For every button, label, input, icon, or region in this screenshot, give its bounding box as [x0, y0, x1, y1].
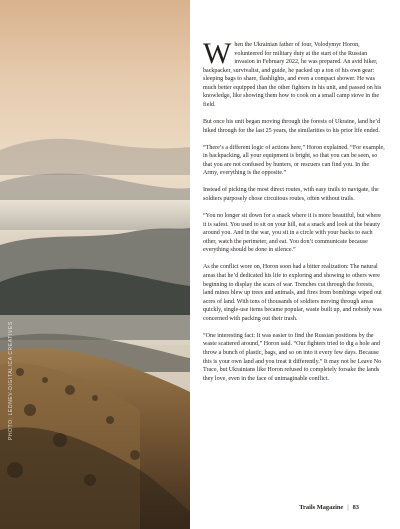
magazine-name: Trails Magazine	[299, 504, 344, 511]
mountain-landscape-photo	[0, 0, 190, 529]
page-number: 83	[352, 504, 359, 511]
article-body	[203, 37, 385, 392]
paragraph-1-text: hen the Ukrainian father of four, Volodymyr Horon, volunteered for military duty at the start of the Russian invasion in February 2022, he was prepared. An avid hiker, backpacker, survivalist, and guide, he packed up a ton of his own gear: sleeping bags to share, flashlights, and even a compact shower. He was much better equipped than the other fighters in his unit, and passed on his knowledge, like showing them how to cook on a small camp stove in the field.	[203, 42, 382, 108]
paragraph-6: As the conflict wore on, Horon soon had a bitter realization: The natural areas that he’d dedicated his life to exploring and showing to others were beginning to display the scars of war. Trenches cut through the forests, land mines blew up trees and animals, and fires from bombings wiped out acres of land. With tens of thousands of soldiers moving through areas quickly, single-use items became popular, waste built up, and nobody was concerned with packing out their trash.	[203, 264, 382, 322]
paragraph-4: Instead of picking the most direct routes, with easy trails to navigate, the soldiers purposely chose circuitous routes, often without trails.	[203, 187, 379, 202]
paragraph-3: “There’s a different logic of actions here,” Horon explained. “For example, in backpacking, all your equipment is bright, so that you can be seen, so that you are not confused by hunters, or rescuers can find you. In the Army, everything is the opposite.”	[203, 144, 385, 177]
paragraph-7: “One interesting fact: It was easier to find the Russian positions by the waste scattered around,” Horon said. “Our fighters tried to dig a hole and throw a bunch of plastic, bags, and so on into it every few days. Because this is your own land and you treat it differently.” It may not be Leave No Trace, but Ukrainians like Horon refused to completely forsake the lands they love, even in the face of unimaginable conflict.	[203, 332, 382, 382]
page-footer	[299, 504, 359, 511]
paragraph-2: But once his unit began moving through the forests of Ukraine, land he’d hiked through for the last 25 years, the similarities to his prior life ended.	[203, 118, 381, 134]
paragraph-5: “You no longer sit down for a snack where it is more beautiful, but where it is safest. You used to sit on your hill, eat a snack and look at the beauty around you. And in the war, you sit in a circle with your backs to each other, watch the perimeter, and eat. You don’t communicate because everything should be done in silence.”	[203, 213, 381, 254]
photo-credit: PHOTO: LEDNEV-DIGITALICA CREATIVES	[8, 321, 14, 440]
drop-cap: W	[203, 37, 232, 70]
footer-separator: |	[347, 504, 349, 511]
paragraph-1	[203, 37, 385, 109]
